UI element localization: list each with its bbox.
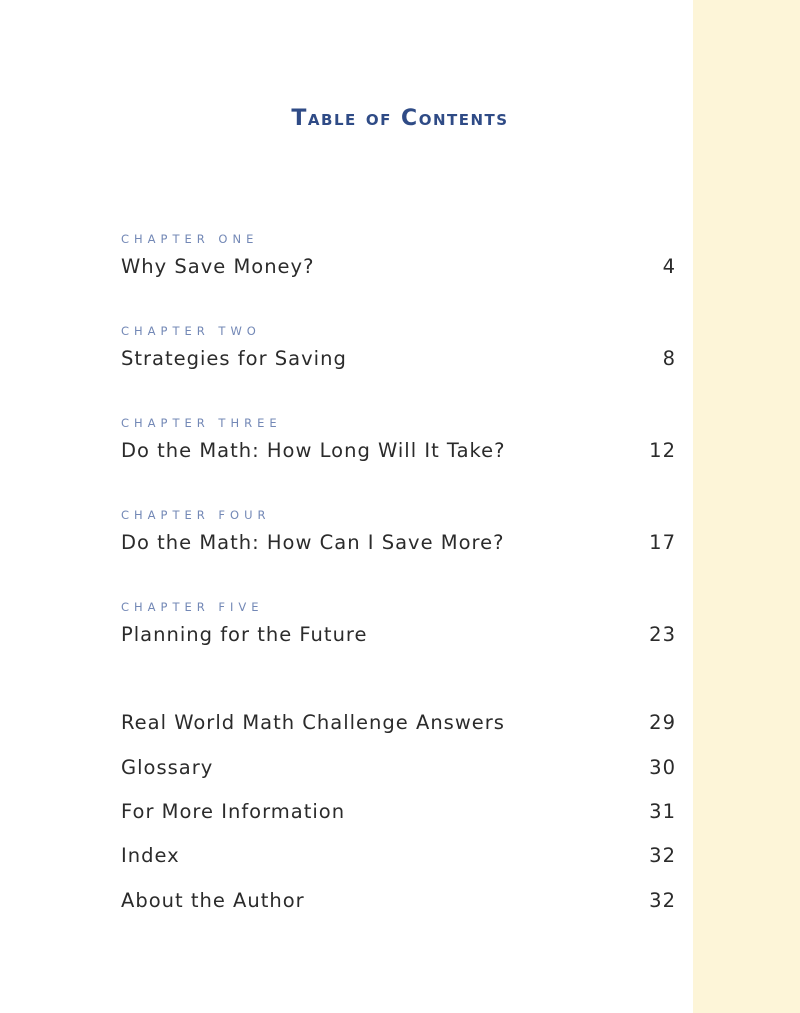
toc-back-matter-author[interactable] <box>121 886 676 916</box>
page-number: 30 <box>649 756 676 779</box>
page-number: 23 <box>649 623 676 646</box>
toc-row <box>121 528 676 558</box>
toc-row <box>121 708 676 738</box>
page-title: Table of Contents <box>291 106 509 131</box>
entry-title: Index <box>121 844 180 867</box>
toc-back-matter-glossary[interactable] <box>121 753 676 783</box>
toc-row <box>121 841 676 871</box>
entry-title: Glossary <box>121 756 214 779</box>
side-strip <box>693 0 800 1013</box>
chapter-title: Strategies for Saving <box>121 347 347 370</box>
chapter-title: Why Save Money? <box>121 255 315 278</box>
toc-back-matter-more-info[interactable] <box>121 797 676 827</box>
chapter-label: CHAPTER FOUR <box>121 508 271 522</box>
toc-row <box>121 620 676 650</box>
toc-row <box>121 886 676 916</box>
chapter-title: Planning for the Future <box>121 623 368 646</box>
page-number: 32 <box>649 844 676 867</box>
toc-chapter-two[interactable] <box>121 324 676 374</box>
chapter-title: Do the Math: How Can I Save More? <box>121 531 505 554</box>
toc-chapter-five[interactable] <box>121 600 676 650</box>
toc-row <box>121 252 676 282</box>
toc-chapter-four[interactable] <box>121 508 676 558</box>
chapter-title: Do the Math: How Long Will It Take? <box>121 439 506 462</box>
toc-row <box>121 436 676 466</box>
toc-row <box>121 344 676 374</box>
toc-row <box>121 753 676 783</box>
entry-title: Real World Math Challenge Answers <box>121 711 505 734</box>
chapter-label: CHAPTER FIVE <box>121 600 264 614</box>
page-number: 17 <box>649 531 676 554</box>
toc-chapter-one[interactable] <box>121 232 676 282</box>
chapter-label: CHAPTER TWO <box>121 324 261 338</box>
page-number: 8 <box>662 347 676 370</box>
toc-chapter-three[interactable] <box>121 416 676 466</box>
chapter-label: CHAPTER ONE <box>121 232 259 246</box>
page-number: 31 <box>649 800 676 823</box>
toc-back-matter-answers[interactable] <box>121 708 676 738</box>
page-number: 4 <box>662 255 676 278</box>
entry-title: About the Author <box>121 889 305 912</box>
page-number: 29 <box>649 711 676 734</box>
toc-back-matter-index[interactable] <box>121 841 676 871</box>
toc-row <box>121 797 676 827</box>
page-number: 32 <box>649 889 676 912</box>
page-number: 12 <box>649 439 676 462</box>
entry-title: For More Information <box>121 800 346 823</box>
chapter-label: CHAPTER THREE <box>121 416 282 430</box>
